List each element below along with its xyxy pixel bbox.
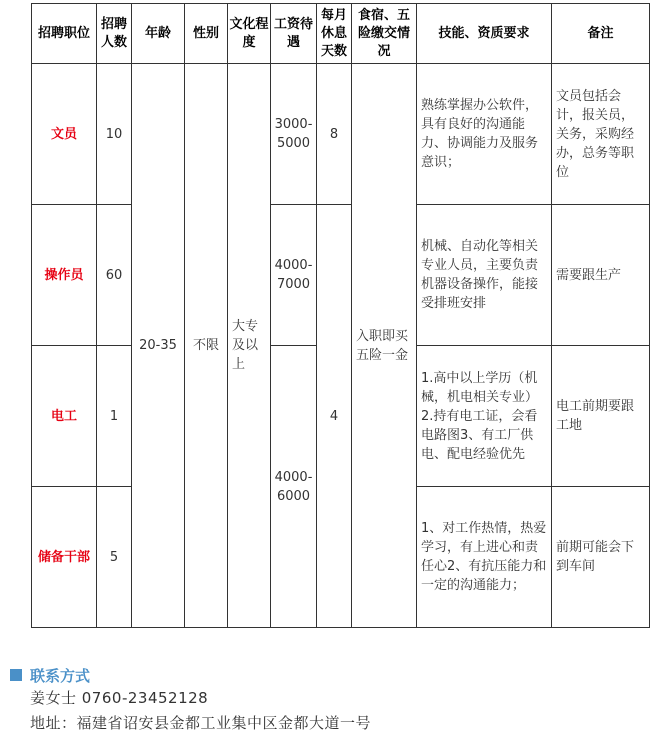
header-benefits: 食宿、五险缴交情况 [352,4,417,64]
position-cell: 操作员 [32,205,97,346]
square-bullet-icon [10,669,22,681]
salary-cell: 4000-7000 [271,205,317,346]
header-gender: 性别 [185,4,228,64]
remarks-cell: 文员包括会计，报关员，关务，采购经办，总务等职位 [552,64,650,205]
position-cell: 储备干部 [32,487,97,628]
header-rest-days: 每月休息天数 [317,4,352,64]
header-row [32,4,650,64]
age-cell: 20-35 [132,64,185,628]
skills-cell: 1、对工作热情，热爱学习，有上进心和责任心2、有抗压能力和一定的沟通能力； [417,487,552,628]
rest-days-cell: 4 [317,205,352,628]
header-age: 年龄 [132,4,185,64]
header-skills: 技能、资质要求 [417,4,552,64]
header-remarks: 备注 [552,4,650,64]
position-cell: 电工 [32,346,97,487]
table-row [32,64,650,205]
contact-section [10,664,371,736]
table-row [32,205,650,346]
benefits-cell: 入职即买五险一金 [352,64,417,628]
salary-cell: 4000-6000 [271,346,317,628]
skills-cell: 熟练掌握办公软件，具有良好的沟通能力、协调能力及服务意识； [417,64,552,205]
contact-address: 地址：福建省诏安县金都工业集中区金都大道一号 [30,714,372,732]
header-education: 文化程度 [228,4,271,64]
header-position: 招聘职位 [32,4,97,64]
remarks-cell: 前期可能会下到车间 [552,487,650,628]
salary-cell: 3000-5000 [271,64,317,205]
count-cell: 60 [97,205,132,346]
contact-title: 联系方式 [30,666,91,685]
count-cell: 1 [97,346,132,487]
header-salary: 工资待遇 [271,4,317,64]
gender-cell: 不限 [185,64,228,628]
skills-cell: 机械、自动化等相关专业人员，主要负责机器设备操作，能接受排班安排 [417,205,552,346]
education-cell: 大专及以上 [228,64,271,628]
count-cell: 5 [97,487,132,628]
remarks-cell: 需要跟生产 [552,205,650,346]
contact-person: 姜女士 0760-23452128 [30,689,209,707]
position-cell: 文员 [32,64,97,205]
recruitment-table [31,3,650,628]
contact-header [10,664,371,686]
header-count: 招聘人数 [97,4,132,64]
rest-days-cell: 8 [317,64,352,205]
skills-cell: 1.高中以上学历（机械，机电相关专业）2.持有电工证，会看电路图3、有工厂供电、配电经验优先 [417,346,552,487]
count-cell: 10 [97,64,132,205]
remarks-cell: 电工前期要跟工地 [552,346,650,487]
